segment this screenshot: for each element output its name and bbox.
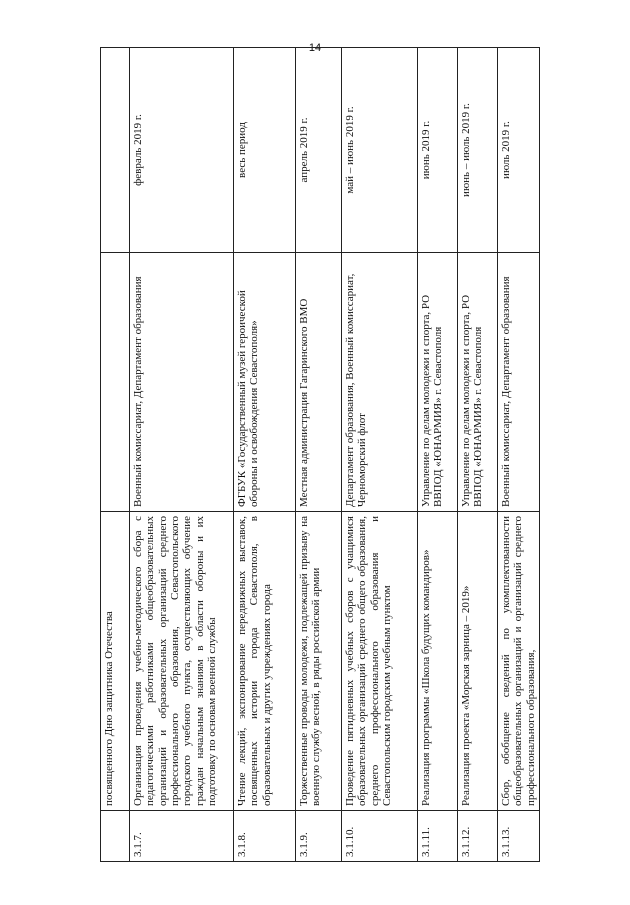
- cell-event-name: Проведение пятидневных учебных сборов с учащимися образовательных организаций среднего общего образования, среднего профессионального образования и Севастопольским городским учебным пунктом: [342, 512, 418, 811]
- table-row: [296, 48, 342, 862]
- table-row: [342, 48, 418, 862]
- cell-term: июнь 2019 г.: [418, 48, 458, 253]
- cell-executor: [101, 253, 130, 512]
- cell-executor: Военный комиссариат, Департамент образования: [498, 253, 540, 512]
- table-row: [418, 48, 458, 862]
- table-row: [498, 48, 540, 862]
- cell-number: 3.1.8.: [234, 811, 296, 862]
- cell-executor: Местная администрация Гагаринского ВМО: [296, 253, 342, 512]
- cell-executor: Управление по делам молодежи и спорта, РО ВВПОД «ЮНАРМИЯ» г. Севастополя: [458, 253, 498, 512]
- page-number: 14: [308, 42, 322, 54]
- cell-number: 3.1.11.: [418, 811, 458, 862]
- table-row: [130, 48, 234, 862]
- cell-term: май – июнь 2019 г.: [342, 48, 418, 253]
- cell-number: 3.1.13.: [498, 811, 540, 862]
- cell-term: весь период: [234, 48, 296, 253]
- cell-term: [101, 48, 130, 253]
- cell-number: 3.1.12.: [458, 811, 498, 862]
- cell-event-name: Реализация программы «Школа будущих командиров»: [418, 512, 458, 811]
- table-row: [101, 48, 130, 862]
- cell-event-name: Торжественные проводы молодежи, подлежащей призыву на военную службу весной, в ряды российской армии: [296, 512, 342, 811]
- cell-event-name: посвященного Дню защитника Отечества: [101, 512, 130, 811]
- cell-term: июль 2019 г.: [498, 48, 540, 253]
- events-table: [100, 47, 540, 862]
- cell-term: июнь – июль 2019 г.: [458, 48, 498, 253]
- cell-executor: Управление по делам молодежи и спорта, РО ВВПОД «ЮНАРМИЯ» г. Севастополя: [418, 253, 458, 512]
- cell-number: 3.1.10.: [342, 811, 418, 862]
- cell-number: 3.1.9.: [296, 811, 342, 862]
- cell-executor: Военный комиссариат, Департамент образования: [130, 253, 234, 512]
- cell-event-name: Чтение лекций, экспонирование передвижных выставок, посвященных истории города Севастополя, в образовательных и других учреждениях города: [234, 512, 296, 811]
- cell-event-name: Реализация проекта «Морская зарница – 2019»: [458, 512, 498, 811]
- rotated-table-wrapper: [100, 84, 537, 862]
- cell-number: [101, 811, 130, 862]
- cell-term: февраль 2019 г.: [130, 48, 234, 253]
- table-row: [234, 48, 296, 862]
- cell-executor: ФГБУК «Государственный музей героической обороны и освобождения Севастополя»: [234, 253, 296, 512]
- cell-term: апрель 2019 г.: [296, 48, 342, 253]
- table-row: [458, 48, 498, 862]
- cell-executor: Департамент образования, Военный комиссариат, Черноморский флот: [342, 253, 418, 512]
- cell-event-name: Организация проведения учебно-методического сбора с педагогическими работниками общеобразовательных организаций и образовательных организаций среднего профессионального образования, Севастопольского городского учебного пункта, осуществляющих обучение граждан начальным знаниям в области обороны и их подготовку по основам военной службы: [130, 512, 234, 811]
- cell-number: 3.1.7.: [130, 811, 234, 862]
- cell-event-name: Сбор, обобщение сведений по укомплектованности общеобразовательных организаций и организаций среднего профессионального образования,: [498, 512, 540, 811]
